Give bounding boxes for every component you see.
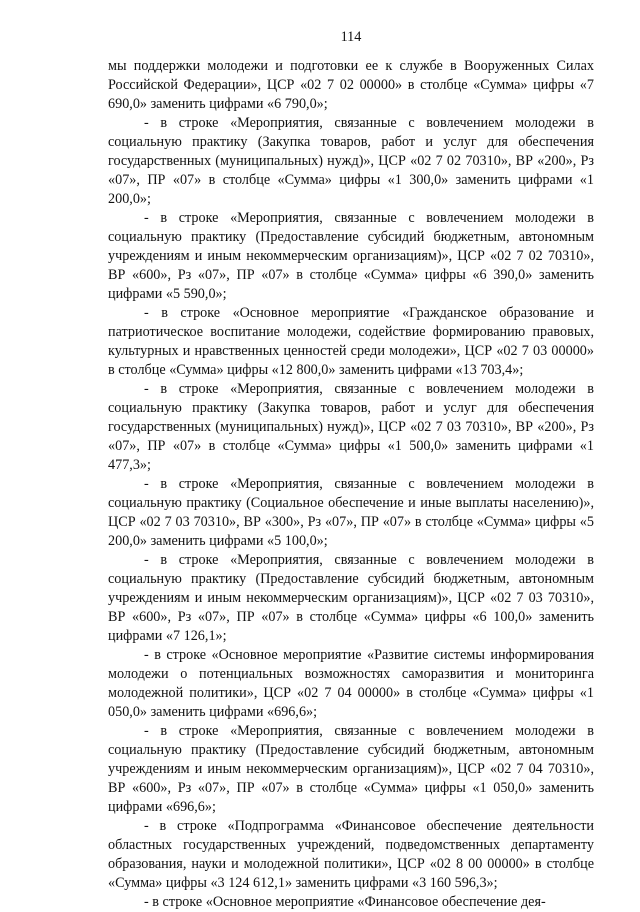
paragraph: - в строке «Основное мероприятие «Гражданское образование и патриотическое воспитание молодежи, содействие формированию правовых, культурных и нравственных ценностей среди молодежи», ЦСР «02 7 03 00000» в столбце «Сумма» цифры «12 800,0» заменить цифрами «13 703,4»;: [108, 305, 594, 378]
paragraph: - в строке «Мероприятия, связанные с вовлечением молодежи в социальную практику (Закупка товаров, работ и услуг для обеспечения государственных (муниципальных) нужд)», ЦСР «02 7 02 70310», ВР «200», Рз «07», ПР «07» в столбце «Сумма» цифры «1 300,0» заменить цифрами «1 200,0»;: [108, 115, 594, 207]
paragraph: - в строке «Мероприятия, связанные с вовлечением молодежи в социальную практику (Предоставление субсидий бюджетным, автономным учреждениям и иным некоммерческим организациям)», ЦСР «02 7 03 70310», ВР «600», Рз «07», ПР «07» в столбце «Сумма» цифры «6 100,0» заменить цифрами «7 126,1»;: [108, 552, 594, 644]
paragraph: - в строке «Подпрограмма «Финансовое обеспечение деятельности областных государственных учреждений, подведомственных департаменту образования, науки и молодежной политики», ЦСР «02 8 00 00000» в столбце «Сумма» цифры «3 124 612,1» заменить цифрами «3 160 596,3»;: [108, 818, 594, 891]
paragraph: - в строке «Основное мероприятие «Финансовое обеспечение дея-: [144, 894, 546, 910]
paragraph: мы поддержки молодежи и подготовки ее к службе в Вооруженных Силах Российской Федерации», ЦСР «02 7 02 00000» в столбце «Сумма» цифры «7 690,0» заменить цифрами «6 790,0»;: [108, 58, 594, 112]
document-body: [108, 57, 594, 912]
paragraph: - в строке «Мероприятия, связанные с вовлечением молодежи в социальную практику (Закупка товаров, работ и услуг для обеспечения государственных (муниципальных) нужд)», ЦСР «02 7 03 70310», ВР «200», Рз «07», ПР «07» в столбце «Сумма» цифры «1 500,0» заменить цифрами «1 477,3»;: [108, 381, 594, 473]
paragraph: - в строке «Мероприятия, связанные с вовлечением молодежи в социальную практику (Предоставление субсидий бюджетным, автономным учреждениям и иным некоммерческим организациям)», ЦСР «02 7 02 70310», ВР «600», Рз «07», ПР «07» в столбце «Сумма» цифры «6 390,0» заменить цифрами «5 590,0»;: [108, 210, 594, 302]
paragraph: - в строке «Мероприятия, связанные с вовлечением молодежи в социальную практику (Предоставление субсидий бюджетным, автономным учреждениям и иным некоммерческим организациям)», ЦСР «02 7 04 70310», ВР «600», Рз «07», ПР «07» в столбце «Сумма» цифры «1 050,0» заменить цифрами «696,6»;: [108, 723, 594, 815]
page-number: 114: [340, 29, 362, 45]
paragraph: - в строке «Основное мероприятие «Развитие системы информирования молодежи о потенциальных возможностях саморазвития и мониторинга молодежной политики», ЦСР «02 7 04 00000» в столбце «Сумма» цифры «1 050,0» заменить цифрами «696,6»;: [108, 647, 594, 720]
paragraph: - в строке «Мероприятия, связанные с вовлечением молодежи в социальную практику (Социальное обеспечение и иные выплаты населению)», ЦСР «02 7 03 70310», ВР «300», Рз «07», ПР «07» в столбце «Сумма» цифры «5 200,0» заменить цифрами «5 100,0»;: [108, 476, 594, 549]
